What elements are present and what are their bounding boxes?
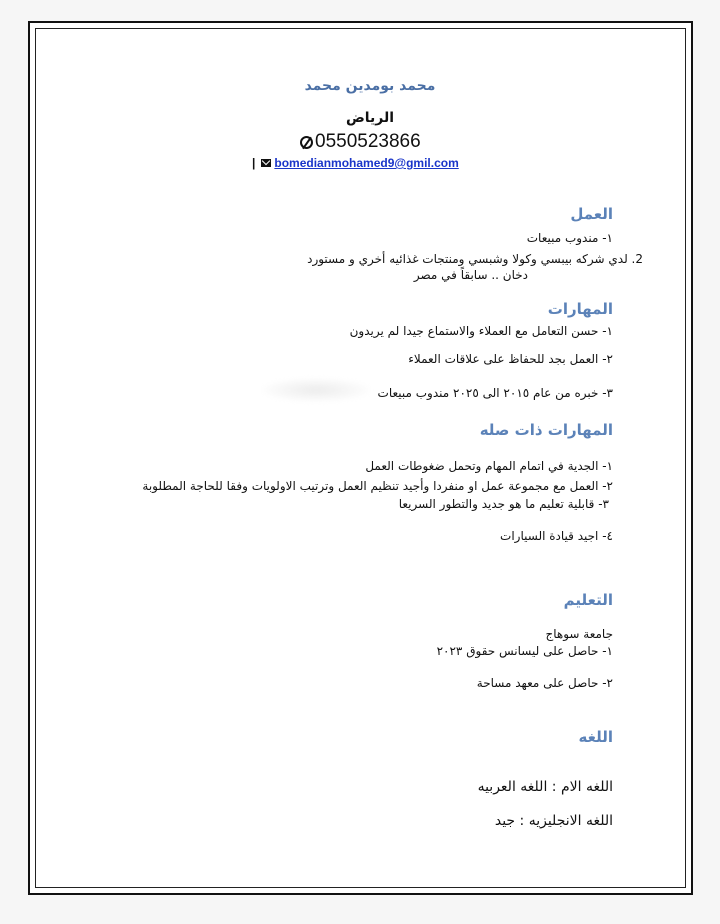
work-item-2-line-1: 2. لدي شركه بيبسي وكولا وشبسي ومنتجات غذائيه أخري و مستورد — [307, 252, 643, 266]
education-item-1: ١- حاصل على ليسانس حقوق ٢٠٢٣ — [436, 644, 613, 658]
related-skills-item-4: ٤- اجيد قيادة السيارات — [500, 529, 613, 543]
language-item-1: اللغه الام : اللغه العربيه — [477, 779, 613, 795]
email-row — [252, 156, 459, 170]
education-item-2: ٢- حاصل على معهد مساحة — [476, 676, 613, 690]
mail-icon — [261, 159, 271, 167]
related-skills-item-1: ١- الجدية في اتمام المهام وتحمل ضغوطات العمل — [365, 459, 613, 473]
skills-item-2: ٢- العمل بجد للحفاظ على علاقات العملاء — [408, 352, 613, 366]
education-heading: التعليم — [563, 591, 613, 609]
skills-item-1: ١- حسن التعامل مع العملاء والاستماع جيدا لم يريدون — [349, 324, 613, 338]
smudge-mark — [262, 378, 370, 402]
education-university: جامعة سوهاج — [545, 627, 613, 641]
skills-item-3: ٣- خبره من عام ٢٠١٥ الى ٢٠٢٥ مندوب مبيعات — [377, 386, 613, 400]
city: الرياض — [345, 110, 395, 126]
work-item-1: ١- مندوب مبيعات — [526, 231, 613, 245]
related-skills-item-2: ٢- العمل مع مجموعة عمل او منفردا وأجيد تنظيم العمل وترتيب الاولويات وفقا للحاجة المطلوبة — [142, 479, 613, 493]
language-item-2: اللغه الانجليزيه : جيد — [494, 813, 613, 829]
phone-row — [300, 131, 421, 153]
candidate-name: محمد بومدين محمد — [304, 78, 436, 94]
separator: | — [252, 156, 256, 170]
email-link[interactable]: bomedianmohamed9@gmil.com — [274, 156, 459, 170]
language-heading: اللغه — [578, 728, 613, 746]
phone-icon — [300, 136, 313, 149]
work-heading: العمل — [570, 205, 613, 223]
skills-heading: المهارات — [547, 300, 613, 318]
related-skills-item-3: ٣- قابلية تعليم ما هو جديد والتطور السريعا — [398, 497, 609, 511]
work-item-2-line-2: دخان .. سابقاً في مصر — [413, 268, 528, 282]
phone-number: 0550523866 — [315, 131, 421, 152]
related-skills-heading: المهارات ذات صله — [479, 421, 613, 439]
